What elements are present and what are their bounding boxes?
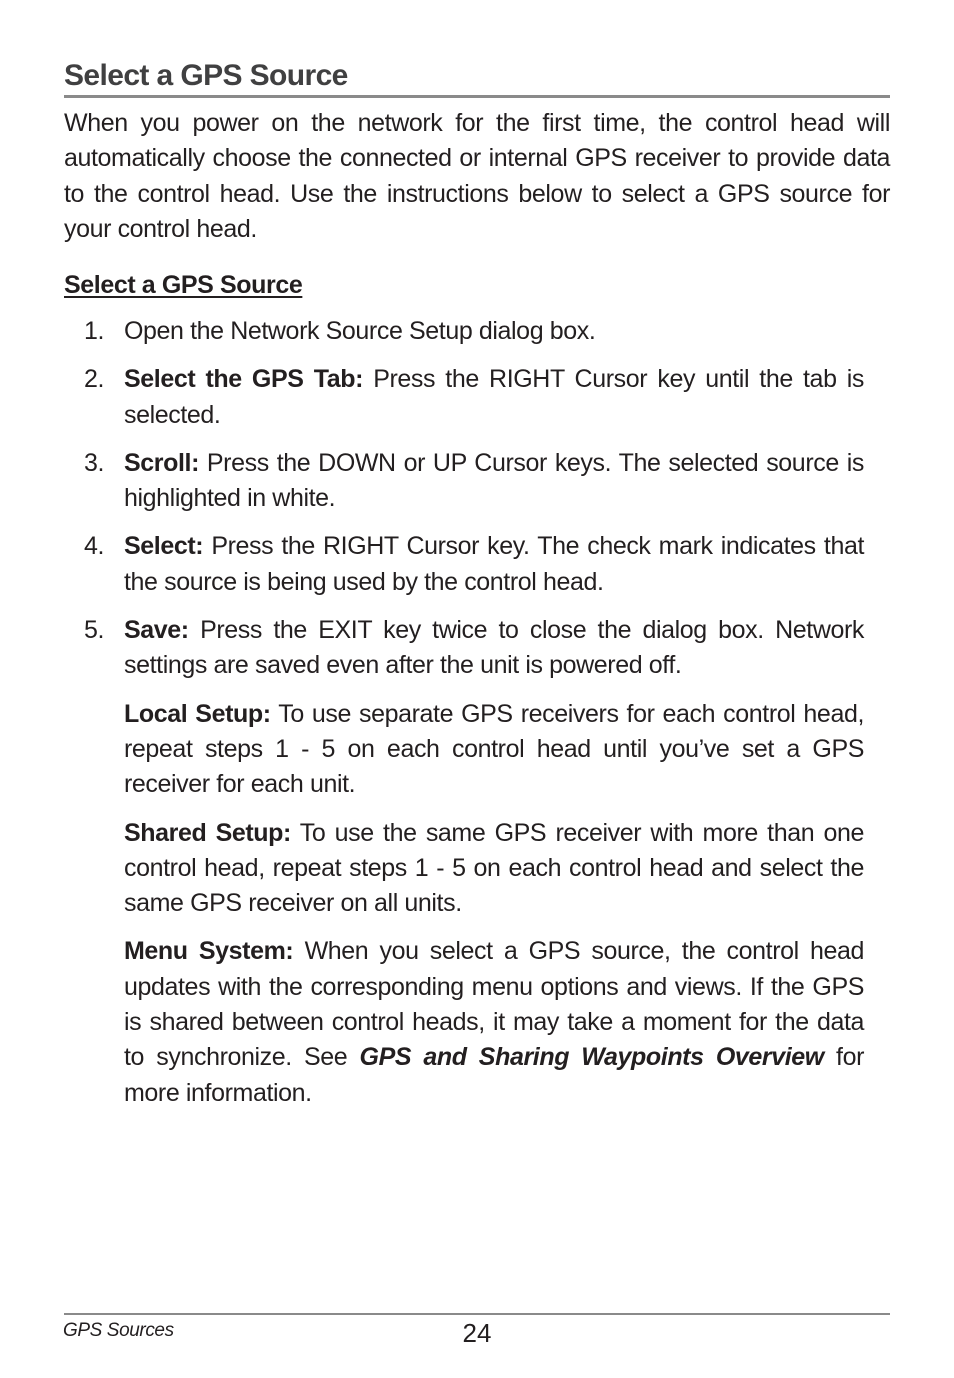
note-menu-system <box>124 934 864 1110</box>
note-label: Local Setup: <box>124 699 271 728</box>
procedure-heading: Select a GPS Source <box>64 271 303 299</box>
note-text-end: for more information. <box>124 1043 865 1107</box>
step-number: 5. <box>84 616 105 645</box>
note-shared-setup <box>124 816 864 922</box>
step-number: 1. <box>84 317 105 345</box>
step-text: Press the RIGHT Cursor key until the tab is selected. <box>124 365 865 429</box>
step-text: Press the EXIT key twice to close the dialog box. Network settings are saved even after the unit is powered off. <box>124 616 865 680</box>
note-local-setup <box>124 697 864 803</box>
step-5 <box>64 613 864 684</box>
footer-section-name: GPS Sources <box>63 1320 174 1341</box>
note-label: Menu System: <box>124 937 294 966</box>
step-1 <box>64 314 864 349</box>
step-number: 3. <box>84 448 105 477</box>
step-label: Select the GPS Tab: <box>124 365 364 394</box>
note-label: Shared Setup: <box>124 818 291 847</box>
step-4 <box>64 529 864 600</box>
step-2 <box>64 362 864 433</box>
title-divider <box>64 95 890 98</box>
note-text: When you select a GPS source, the control head updates with the corresponding menu options and views. If the GPS is shared between control heads, it may take a moment for the data to synchronize. See <box>124 937 865 1072</box>
footer-divider <box>64 1313 890 1315</box>
step-label: Select: <box>124 532 204 561</box>
step-number: 2. <box>84 365 105 394</box>
step-text: Open the Network Source Setup dialog box. <box>124 317 596 345</box>
step-text: Press the DOWN or UP Cursor keys. The selected source is highlighted in white. <box>124 448 864 513</box>
note-text: To use the same GPS receiver with more than one control head, repeat steps 1 - 5 on each control head and select the same GPS receiver on all units. <box>124 818 864 918</box>
step-text: Press the RIGHT Cursor key. The check mark indicates that the source is being used by the control head. <box>124 532 864 596</box>
note-text: To use separate GPS receivers for each control head, repeat steps 1 - 5 on each control head until you’ve set a GPS receiver for each unit. <box>124 699 864 799</box>
procedure-steps <box>64 314 864 1124</box>
page-number: 24 <box>462 1318 492 1348</box>
step-3 <box>64 446 864 517</box>
step-label: Save: <box>124 616 189 645</box>
cross-reference-link[interactable]: GPS and Sharing Waypoints Overview <box>359 1043 824 1072</box>
intro-paragraph: When you power on the network for the first time, the control head will automatically choose the connected or internal GPS receiver to provide data to the control head. Use the instructions below to select a GPS source for your control head. <box>64 109 890 243</box>
page-title: Select a GPS Source <box>64 59 348 92</box>
step-label: Scroll: <box>124 448 199 477</box>
step-number: 4. <box>84 532 105 561</box>
